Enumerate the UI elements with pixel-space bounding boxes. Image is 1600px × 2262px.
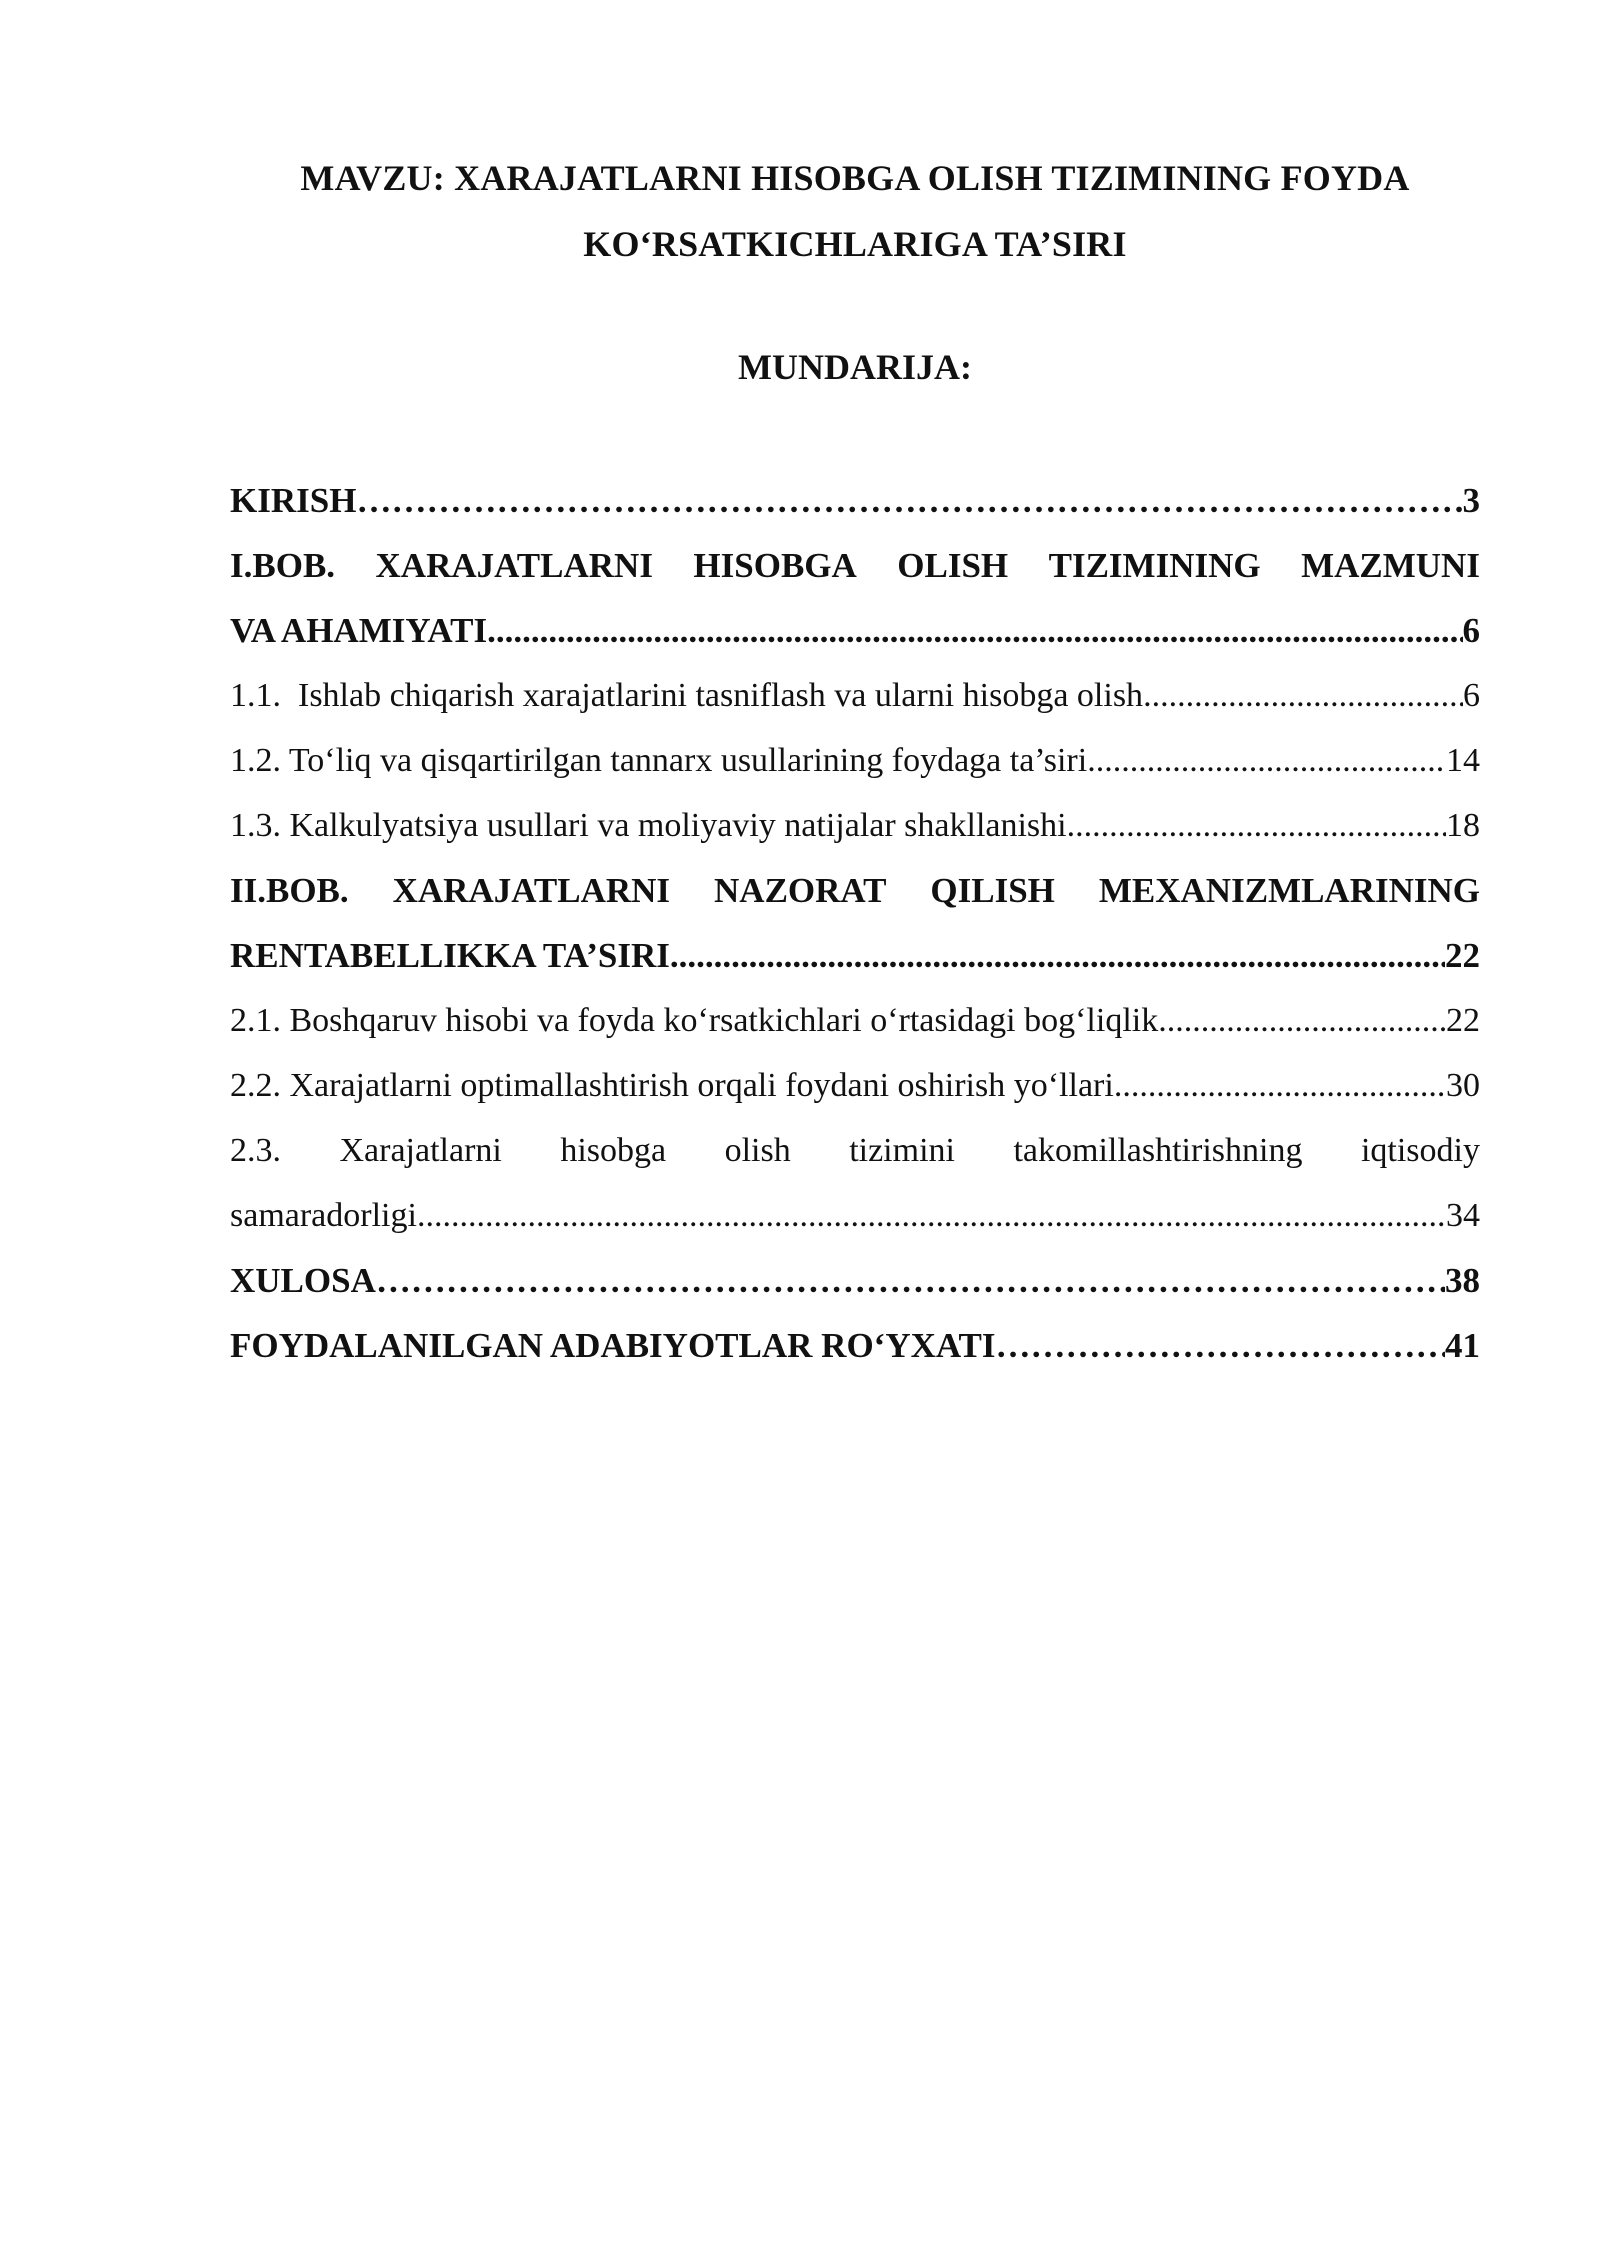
dot-leader	[996, 1313, 1445, 1378]
title-line-1: MAVZU: XARAJATLARNI HISOBGA OLISH TIZIMINING FOYDA	[300, 158, 1410, 198]
toc-word: hisobga	[560, 1132, 667, 1169]
toc-word: NAZORAT	[714, 871, 887, 910]
toc-page-number: 3	[1462, 481, 1480, 520]
toc-page-number: 38	[1445, 1261, 1480, 1300]
toc-entry-1-3	[230, 793, 1480, 858]
toc-heading: MUNDARIJA:	[738, 347, 972, 387]
dot-leader	[376, 1248, 1445, 1313]
toc-page-number: 6	[1463, 677, 1480, 714]
dot-leader	[1067, 793, 1446, 858]
toc-word: QILISH	[930, 871, 1055, 910]
toc-page-number: 6	[1462, 611, 1480, 650]
toc-word: tizimini	[849, 1132, 955, 1169]
toc-entry-label: 1.3. Kalkulyatsiya usullari va moliyaviy natijalar shakllanishi	[230, 807, 1067, 844]
toc-entry-label: RENTABELLIKKA TA’SIRI	[230, 936, 670, 975]
dot-leader	[356, 468, 1462, 533]
toc-entry-label: FOYDALANILGAN ADABIYOTLAR RO‘YXATI	[230, 1326, 996, 1365]
toc-entry-bob1-line1	[230, 533, 1480, 598]
toc-entry-label: VA AHAMIYATI	[230, 611, 488, 650]
dot-leader	[1158, 988, 1446, 1053]
toc-entry-label: 2.1. Boshqaruv hisobi va foyda ko‘rsatkichlari o‘rtasidagi bog‘liqlik	[230, 1002, 1159, 1039]
toc-entry-label: 2.2. Xarajatlarni optimallashtirish orqali foydani oshirish yo‘llari	[230, 1067, 1114, 1104]
toc-entry-label: samaradorligi	[230, 1197, 417, 1234]
toc-entry-label: 1.2. To‘liq va qisqartirilgan tannarx usullarining foydaga ta’siri	[230, 742, 1088, 779]
toc-word: iqtisodiy	[1360, 1132, 1480, 1169]
toc-entry-1-1	[230, 663, 1480, 728]
dot-leader	[417, 1183, 1446, 1248]
toc-page-number: 14	[1446, 742, 1480, 779]
toc-entry-bob1-line2	[230, 598, 1480, 663]
toc-word: XARAJATLARNI	[392, 871, 671, 910]
toc-word: II.BOB.	[230, 871, 349, 910]
toc-word: Xarajatlarni	[339, 1132, 502, 1169]
toc-entry-bob2-line1	[230, 858, 1480, 923]
toc-entry-2-1	[230, 988, 1480, 1053]
toc-entry-2-3-line2	[230, 1183, 1480, 1248]
toc-page-number: 18	[1446, 807, 1480, 844]
toc-page-number: 30	[1446, 1067, 1480, 1104]
toc-word: olish	[724, 1132, 791, 1169]
dot-leader	[1087, 728, 1446, 793]
toc-word: TIZIMINING	[1048, 546, 1261, 585]
toc-entry-2-2	[230, 1053, 1480, 1118]
toc-word: I.BOB.	[230, 546, 336, 585]
toc-word: 2.3.	[230, 1132, 281, 1169]
toc-word: MEXANIZMLARINING	[1098, 871, 1480, 910]
toc-word: takomillashtirishning	[1013, 1132, 1303, 1169]
dot-leader	[1143, 663, 1463, 728]
toc-page-number: 22	[1445, 936, 1480, 975]
dot-leader	[487, 598, 1462, 663]
document-title	[230, 145, 1480, 277]
toc-entry-xulosa	[230, 1248, 1480, 1313]
toc-word: OLISH	[897, 546, 1009, 585]
table-of-contents	[230, 468, 1480, 1378]
toc-entry-label: 1.1. Ishlab chiqarish xarajatlarini tasniflash va ularni hisobga olish	[230, 677, 1144, 714]
toc-entry-kirish	[230, 468, 1480, 533]
toc-page-number: 34	[1446, 1197, 1480, 1234]
toc-word: MAZMUNI	[1301, 546, 1480, 585]
toc-entry-2-3-line1	[230, 1118, 1480, 1183]
toc-word: HISOBGA	[693, 546, 857, 585]
dot-leader	[1114, 1053, 1446, 1118]
toc-word: XARAJATLARNI	[375, 546, 653, 585]
title-line-2: KO‘RSATKICHLARIGA TA’SIRI	[583, 224, 1127, 264]
toc-entry-bob2-line2	[230, 923, 1480, 988]
toc-entry-label: XULOSA	[230, 1261, 376, 1300]
dot-leader	[670, 923, 1445, 988]
toc-page-number: 22	[1446, 1002, 1480, 1039]
toc-entry-adabiyotlar	[230, 1313, 1480, 1378]
toc-entry-label: KIRISH	[230, 481, 357, 520]
toc-page-number: 41	[1445, 1326, 1480, 1365]
toc-entry-1-2	[230, 728, 1480, 793]
